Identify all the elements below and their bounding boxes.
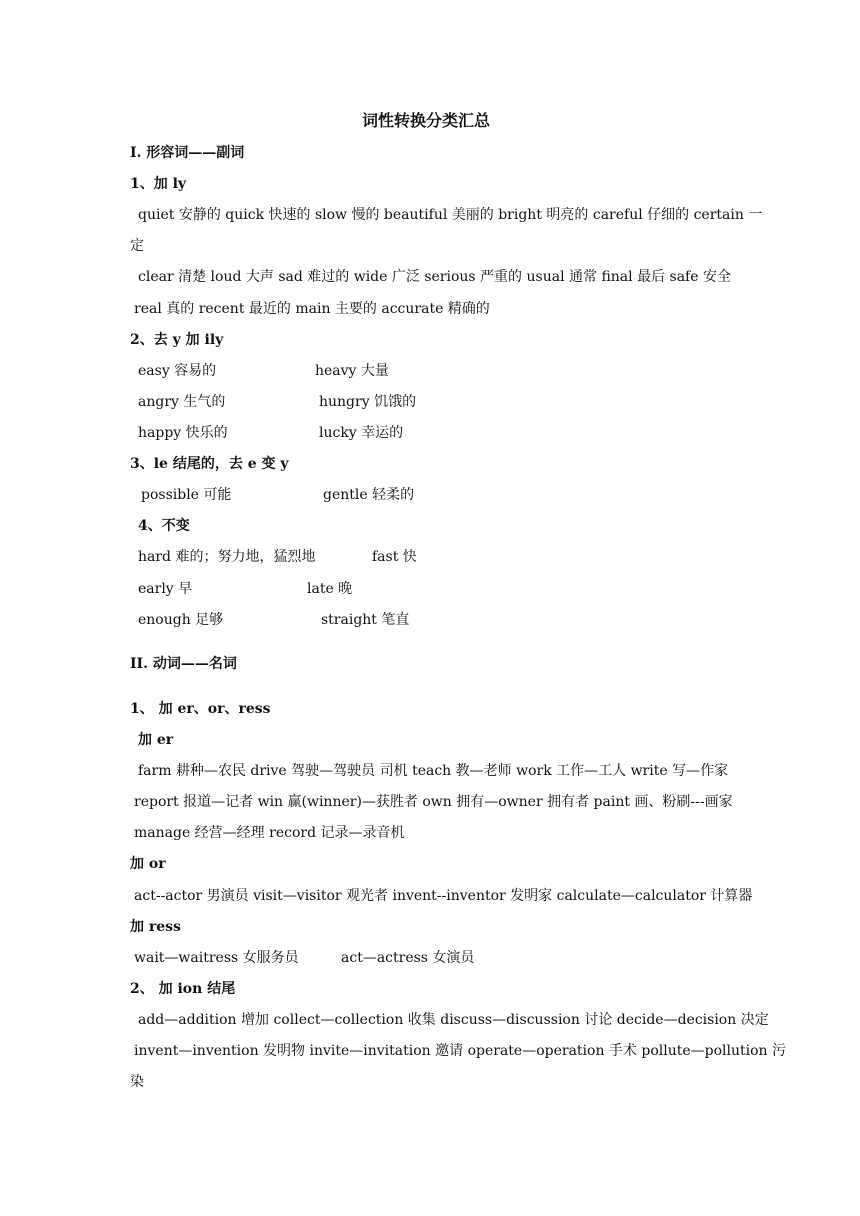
word-list-line: add—addition 增加 collect—collection 收集 discuss—discussion 讨论 decide—decision 决定	[138, 1012, 769, 1028]
word-item: late 晚	[307, 581, 353, 597]
word-list-line: 染	[130, 1074, 144, 1090]
document-title: 词性转换分类汇总	[362, 111, 491, 130]
subsection-heading: 1、加 ly	[130, 176, 187, 192]
word-item: possible 可能	[141, 487, 232, 503]
subsection-heading: 加 or	[130, 856, 166, 872]
word-item: act—actress 女演员	[341, 950, 475, 966]
subsection-heading: 1、 加 er、or、ress	[130, 701, 271, 717]
word-item: wait—waitress 女服务员	[134, 950, 299, 966]
word-item: hungry 饥饿的	[319, 394, 417, 410]
word-list-line: act--actor 男演员 visit—visitor 观光者 invent--inventor 发明家 calculate—calculator 计算器	[134, 888, 753, 904]
word-item: happy 快乐的	[138, 425, 228, 441]
section-heading: II. 动词——名词	[130, 656, 237, 672]
word-item: easy 容易的	[138, 363, 217, 379]
word-list-line: report 报道—记者 win 赢(winner)—获胜者 own 拥有—owner 拥有者 paint 画、粉刷---画家	[134, 794, 733, 810]
word-list-line: clear 清楚 loud 大声 sad 难过的 wide 广泛 serious 严重的 usual 通常 final 最后 safe 安全	[138, 269, 731, 285]
word-item: gentle 轻柔的	[323, 487, 415, 503]
subsection-heading: 4、不变	[138, 518, 190, 534]
word-item: angry 生气的	[138, 394, 226, 410]
word-item: fast 快	[372, 549, 417, 565]
subsection-heading: 2、去 y 加 ily	[130, 332, 224, 348]
word-item: enough 足够	[138, 612, 224, 628]
word-list-line: 定	[130, 238, 144, 254]
subsection-heading: 加 er	[138, 732, 174, 748]
word-item: hard 难的；努力地，猛烈地	[138, 549, 316, 565]
word-item: early 早	[138, 581, 193, 597]
subsection-heading: 2、 加 ion 结尾	[130, 981, 236, 997]
word-item: heavy 大量	[315, 363, 389, 379]
word-item: lucky 幸运的	[319, 425, 404, 441]
subsection-heading: 加 ress	[130, 919, 181, 935]
section-heading: I. 形容词——副词	[130, 145, 245, 161]
word-list-line: quiet 安静的 quick 快速的 slow 慢的 beautiful 美丽的 bright 明亮的 careful 仔细的 certain 一	[138, 207, 763, 223]
subsection-heading: 3、le 结尾的，去 e 变 y	[130, 456, 289, 472]
word-list-line: invent—invention 发明物 invite—invitation 邀请 operate—operation 手术 pollute—pollution 污	[134, 1043, 787, 1059]
word-list-line: manage 经营—经理 record 记录—录音机	[134, 825, 405, 841]
word-list-line: real 真的 recent 最近的 main 主要的 accurate 精确的	[134, 301, 490, 317]
word-item: straight 笔直	[321, 612, 410, 628]
word-list-line: farm 耕种—农民 drive 驾驶—驾驶员 司机 teach 教—老师 work 工作—工人 write 写—作家	[138, 763, 729, 779]
